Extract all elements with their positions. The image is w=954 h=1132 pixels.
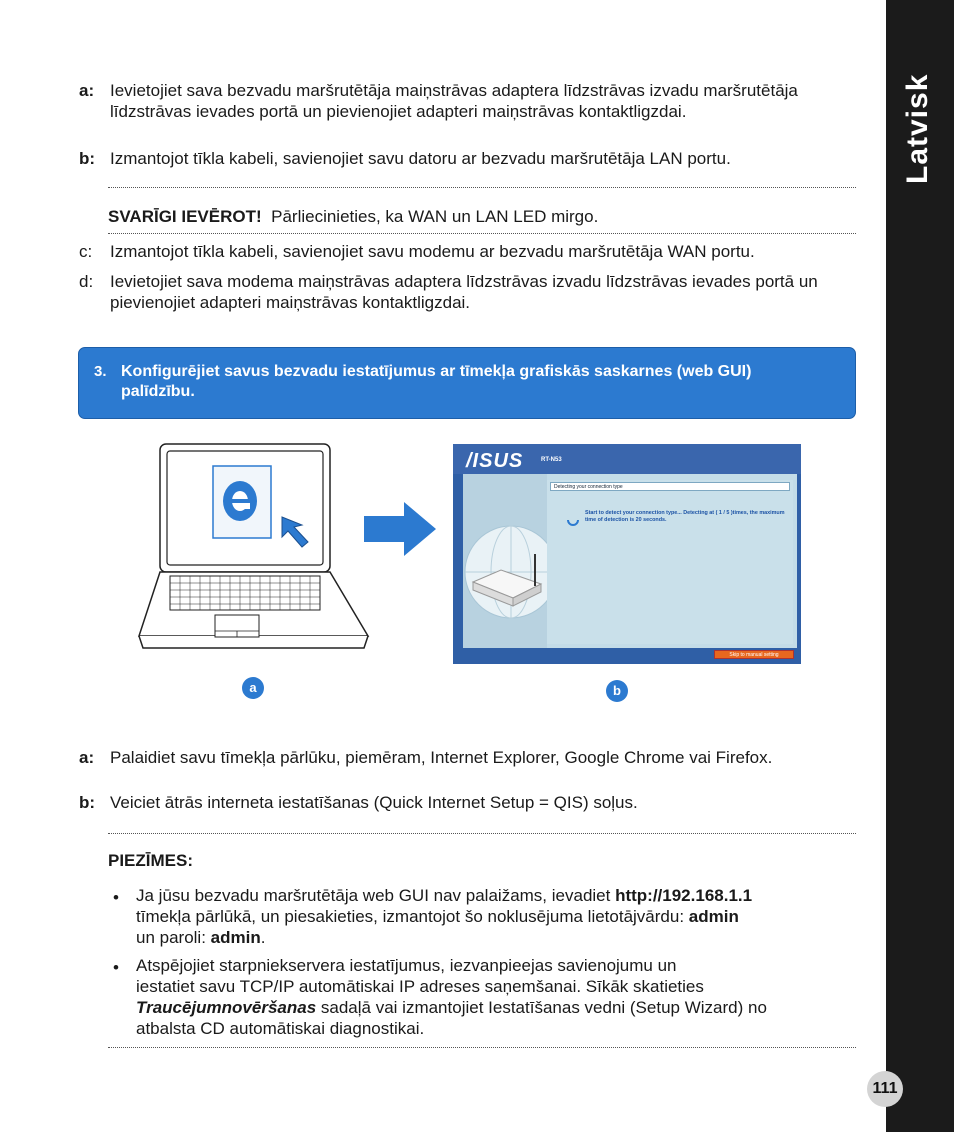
right-arrow-icon xyxy=(364,500,438,558)
step-number: 3. xyxy=(94,363,107,380)
note-text: sadaļā vai izmantojiet Iestatīšanas vedni (Setup Wizard) no xyxy=(316,998,767,1017)
bullet-dot: • xyxy=(113,888,119,907)
note-text: tīmekļa pārlūkā, un piesakieties, izmantojot šo noklusējuma lietotājvārdu: xyxy=(136,907,689,926)
instruction-label: b: xyxy=(79,149,96,168)
instruction-text: Ievietojiet sava bezvadu maršrutētāja maiņstrāvas adaptera līdzstrāvas izvadu maršrutētāja līdzstrāvas ievades portā un pievienojiet adapteri maiņstrāvas kontaktligzdai. xyxy=(110,81,798,121)
gui-section-title: Detecting your connection type xyxy=(550,482,790,491)
gui-left-panel xyxy=(463,474,547,648)
laptop-illustration xyxy=(135,440,370,652)
instruction-label: a: xyxy=(79,748,95,767)
instruction-label: b: xyxy=(79,793,96,812)
figure-marker-a: a xyxy=(242,677,264,699)
note-text: Atspējojiet starpniekservera iestatījumus, iezvanpieejas savienojumu un xyxy=(136,956,677,975)
instruction-label: c: xyxy=(79,242,93,261)
dotted-divider xyxy=(108,187,856,188)
instruction-text: Palaidiet savu tīmekļa pārlūku, piemēram, Internet Explorer, Google Chrome vai Firefox. xyxy=(110,748,773,767)
browser-icon xyxy=(220,475,260,527)
instruction-text: Izmantojot tīkla kabeli, savienojiet savu datoru ar bezvadu maršrutētāja LAN portu. xyxy=(110,149,731,168)
note-text: iestatiet savu TCP/IP automātiskai IP adreses saņemšanai. Sīkāk skatieties xyxy=(136,977,704,996)
instruction-text: Ievietojiet sava modema maiņstrāvas adaptera līdzstrāvas izvadu līdzstrāvas ievades portā un pievienojiet adapteri maiņstrāvas kontaktligzdai. xyxy=(110,272,818,312)
dotted-divider xyxy=(108,1047,856,1048)
default-username: admin xyxy=(688,907,739,926)
bullet-dot: • xyxy=(113,958,119,977)
figure-marker-b: b xyxy=(606,680,628,702)
detection-message: Start to detect your connection type... Detecting at ( 1 / 5 )times, the maximum time of detection is 20 seconds. xyxy=(585,510,785,523)
default-password: admin xyxy=(210,928,261,947)
note-text: atbalsta CD automātiskai diagnostikai. xyxy=(136,1019,425,1038)
note-bullet-2 xyxy=(136,955,856,1039)
step-3-banner xyxy=(78,347,856,419)
gui-content-panel xyxy=(547,480,793,644)
side-language-title: Latvisk xyxy=(901,73,934,184)
skip-manual-setting-button[interactable]: Skip to manual setting xyxy=(714,650,794,659)
cursor-arrow-icon xyxy=(280,515,320,551)
router-gui-screenshot xyxy=(453,444,801,664)
note-text: un paroli: xyxy=(136,928,211,947)
note-text: Ja jūsu bezvadu maršrutētāja web GUI nav palaižams, ievadiet xyxy=(136,886,616,905)
important-text: Pārliecinieties, ka WAN un LAN LED mirgo. xyxy=(271,207,599,226)
instruction-label: a: xyxy=(79,81,95,100)
gui-header xyxy=(453,444,801,474)
troubleshooting-term: Traucējumnovēršanas xyxy=(136,998,317,1017)
instruction-text: Veiciet ātrās interneta iestatīšanas (Quick Internet Setup = QIS) soļus. xyxy=(110,793,638,812)
router-url: http://192.168.1.1 xyxy=(615,886,753,905)
dotted-divider xyxy=(108,833,856,834)
instruction-text: Izmantojot tīkla kabeli, savienojiet savu modemu ar bezvadu maršrutētāja WAN portu. xyxy=(110,242,755,261)
gui-body xyxy=(463,474,797,648)
dotted-divider xyxy=(108,233,856,234)
notes-heading: PIEZĪMES: xyxy=(108,851,194,870)
step-text: Konfigurējiet savus bezvadu iestatījumus ar tīmekļa grafiskās saskarnes (web GUI) palīdzību. xyxy=(121,363,752,400)
important-note xyxy=(108,206,598,227)
globe-router-icon xyxy=(463,474,547,648)
note-bullet-1 xyxy=(136,885,856,948)
note-text: . xyxy=(260,928,266,947)
loading-spinner-icon xyxy=(565,512,581,528)
page-number: 111 xyxy=(867,1071,903,1107)
instruction-label: d: xyxy=(79,272,94,291)
important-label: SVARĪGI IEVĒROT! xyxy=(108,207,262,226)
model-name: RT-N53 xyxy=(541,457,562,463)
brand-logo: /ISUS xyxy=(466,450,524,472)
